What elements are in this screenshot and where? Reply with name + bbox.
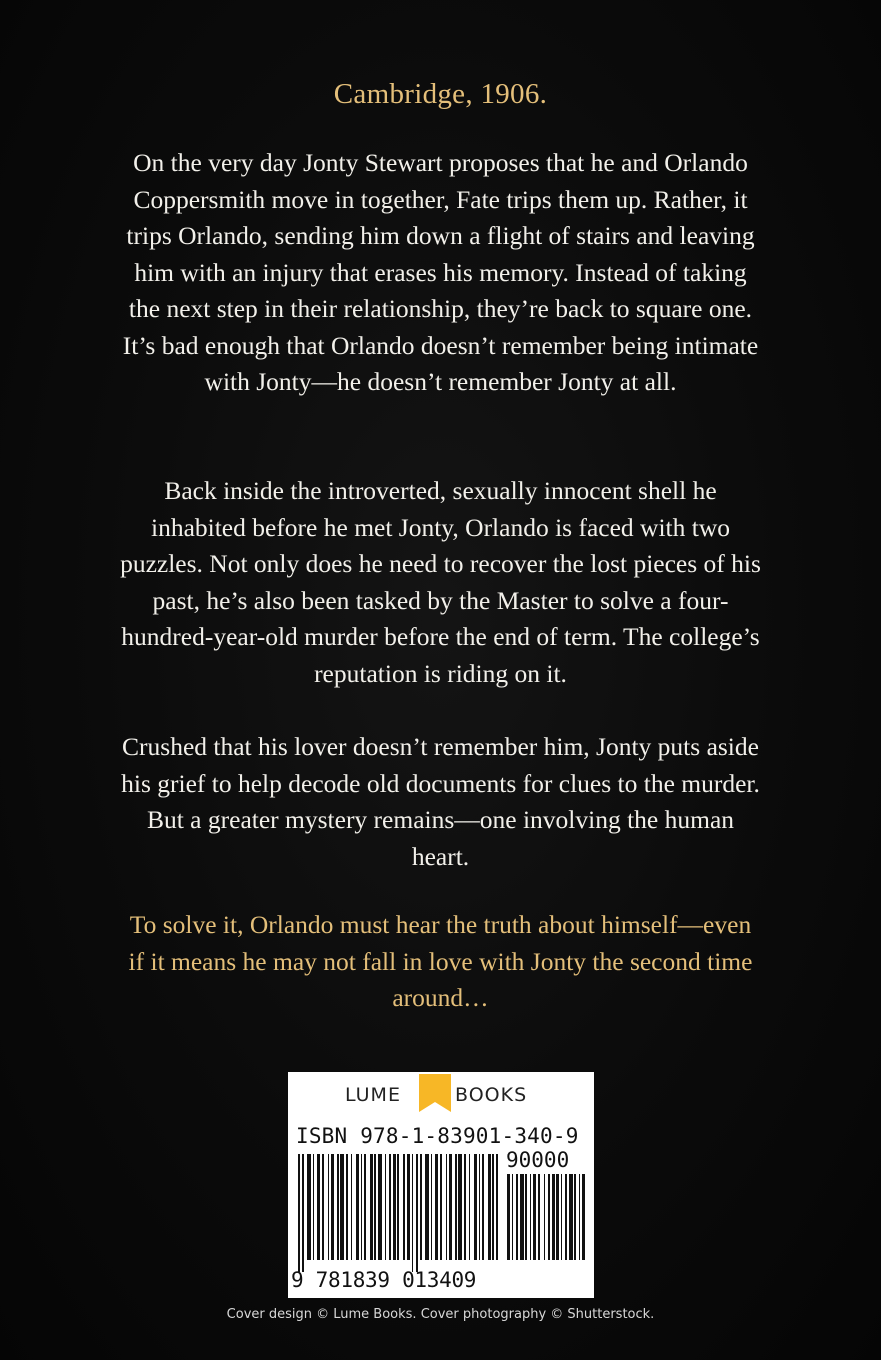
closing-tagline: To solve it, Orlando must hear the truth about himself—even if it means he may not fall in love with Jonty the second time around… [128, 910, 753, 1012]
blurb-paragraph-2: Back inside the introverted, sexually innocent shell he inhabited before he met Jonty, Orlando is faced with two puzzles. Not only does he need to recover the lost pieces of his past, he’s also been tasked by the Master to solve a four-hundred-year-old murder before the end of term. The college’s reputation is riding on it. [120, 476, 761, 688]
cover-credits: Cover design © Lume Books. Cover photography © Shutterstock. [226, 1307, 655, 1322]
price-code: 90000 [506, 1148, 570, 1172]
barcode-digits: 9 781839 013409 [291, 1268, 477, 1292]
setting-heading: Cambridge, 1906. [333, 78, 548, 110]
addon-barcode-icon [507, 1174, 585, 1272]
isbn-number: ISBN 978-1-83901-340-9 [296, 1124, 579, 1148]
bookmark-logo-icon [419, 1074, 451, 1114]
blurb-paragraph-3: Crushed that his lover doesn’t remember him, Jonty puts aside his grief to help decode old documents for clues to the murder. But a greater mystery remains—one involving the human heart. [121, 732, 760, 871]
publisher-name-right: BOOKS [455, 1084, 528, 1106]
ean-barcode-icon [298, 1154, 498, 1272]
blurb-paragraph-1: On the very day Jonty Stewart proposes that he and Orlando Coppersmith move in together, Fate trips them up. Rather, it trips Orlando, sending him down a flight of stairs and leaving him with an injury that erases his memory. Instead of taking the next step in their relationship, they’re back to square one. It’s bad enough that Orlando doesn’t remember being intimate with Jonty—he doesn’t remember Jonty at all. [122, 148, 759, 396]
publisher-name-left: LUME [345, 1084, 401, 1106]
isbn-barcode-panel [288, 1072, 594, 1298]
